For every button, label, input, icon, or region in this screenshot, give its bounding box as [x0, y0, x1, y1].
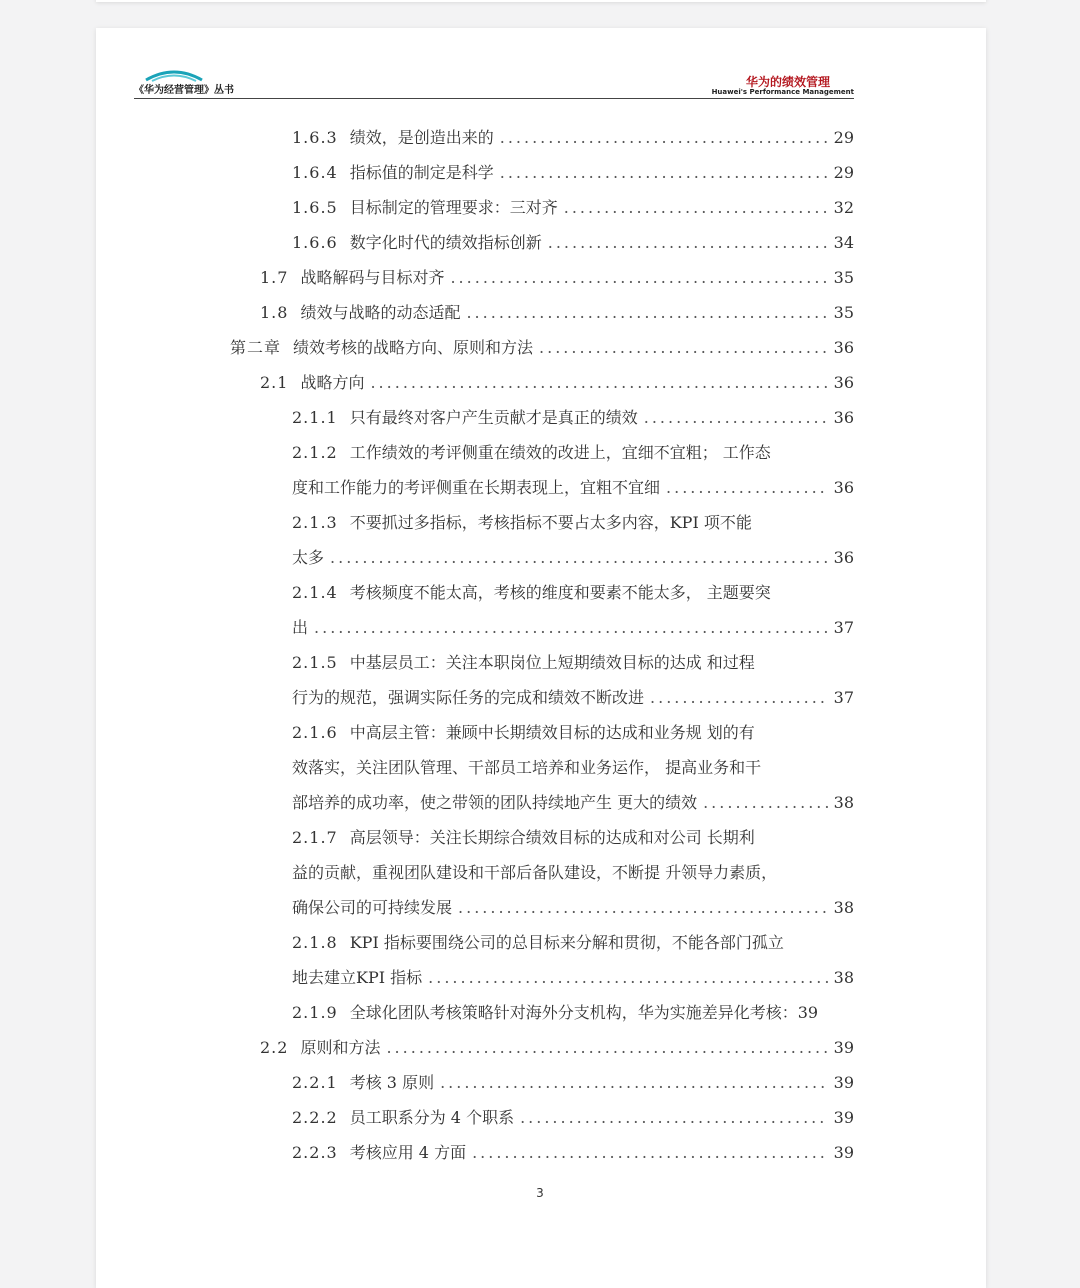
- toc-entry[interactable]: 2.1.8 KPI 指标要围绕公司的总目标来分解和贯彻，不能各部门孤立: [292, 933, 784, 952]
- toc-entry-continuation[interactable]: 地去建立KPI 指标 ..... 38: [292, 966, 854, 990]
- dot-leader: [564, 196, 828, 220]
- toc-entry[interactable]: 1.6.6 数字化时代的绩效指标创新 ..... 34: [292, 231, 854, 255]
- dot-leader: [500, 126, 828, 150]
- toc-entry[interactable]: 2.1.3 不要抓过多指标，考核指标不要占太多内容，KPI 项不能: [292, 513, 752, 532]
- toc-entry[interactable]: 2.1.5 中基层员工：关注本职岗位上短期绩效目标的达成 和过程: [292, 653, 755, 672]
- dot-leader: [500, 161, 828, 185]
- dot-leader: [314, 616, 828, 640]
- toc-entry[interactable]: 2.1.4 考核频度不能太高，考核的维度和要素不能太多， 主题要突: [292, 583, 771, 602]
- dot-leader: [520, 1106, 828, 1130]
- dot-leader: [386, 1036, 827, 1060]
- toc-entry[interactable]: 1.6.5 目标制定的管理要求：三对齐 ..... 32: [292, 196, 854, 220]
- dot-leader: [466, 301, 827, 325]
- toc-entry-continuation[interactable]: 效落实，关注团队管理、干部员工培养和业务运作， 提高业务和干: [292, 758, 762, 777]
- toc-entry-continuation[interactable]: 出 ..... 37: [292, 616, 854, 640]
- toc-entry[interactable]: 2.1.2 工作绩效的考评侧重在绩效的改进上，宜细不宜粗； 工作态: [292, 443, 771, 462]
- toc-entry[interactable]: 2.2.2 员工职系分为 4 个职系 ..... 39: [292, 1106, 854, 1130]
- dot-leader: [666, 476, 828, 500]
- toc-chapter-entry[interactable]: 第二章 绩效考核的战略方向、原则和方法 ..... 36: [230, 336, 854, 360]
- dot-leader: [330, 546, 828, 570]
- toc-entry[interactable]: 2.1.1 只有最终对客户产生贡献才是真正的绩效 ..... 36: [292, 406, 854, 430]
- page-header: [134, 66, 854, 99]
- toc-entry[interactable]: 2.1.6 中高层主管：兼顾中长期绩效目标的达成和业务规 划的有: [292, 723, 755, 742]
- dot-leader: [450, 266, 827, 290]
- toc-entry-continuation[interactable]: 部培养的成功率，使之带领的团队持续地产生 更大的绩效 ..... 38: [292, 791, 854, 815]
- toc-entry-continuation[interactable]: 太多 ..... 36: [292, 546, 854, 570]
- toc-entry[interactable]: 1.6.4 指标值的制定是科学 ..... 29: [292, 161, 854, 185]
- wave-logo-icon: [142, 66, 206, 82]
- toc-entry[interactable]: 2.1 战略方向 ..... 36: [260, 371, 854, 395]
- dot-leader: [650, 686, 828, 710]
- book-brand-subtitle: Huawei's Performance Management: [711, 88, 854, 96]
- toc-entry[interactable]: 1.8 绩效与战略的动态适配 ..... 35: [260, 301, 854, 325]
- toc-entry-continuation[interactable]: 确保公司的可持续发展 ..... 38: [292, 896, 854, 920]
- dot-leader: [370, 371, 827, 395]
- previous-page-edge: [96, 0, 986, 2]
- dot-leader: [428, 966, 828, 990]
- toc-entry-continuation[interactable]: 度和工作能力的考评侧重在长期表现上，宜粗不宜细 ..... 36: [292, 476, 854, 500]
- dot-leader: [644, 406, 828, 430]
- toc-entry[interactable]: 1.7 战略解码与目标对齐 ..... 35: [260, 266, 854, 290]
- page-number: 3: [536, 1186, 544, 1200]
- toc-entry[interactable]: 1.6.3 绩效，是创造出来的 ..... 29: [292, 126, 854, 150]
- toc-entry-continuation[interactable]: 行为的规范，强调实际任务的完成和绩效不断改进 ..... 37: [292, 686, 854, 710]
- book-brand-title: 华为的绩效管理: [745, 75, 830, 89]
- dot-leader: [440, 1071, 828, 1095]
- toc-entry[interactable]: 2.1.7 高层领导：关注长期综合绩效目标的达成和对公司 长期利: [292, 828, 755, 847]
- toc-entry-continuation[interactable]: 益的贡献，重视团队建设和干部后备队建设，不断提 升领导力素质，: [292, 863, 778, 882]
- toc-entry[interactable]: 2.2 原则和方法 ..... 39: [260, 1036, 854, 1060]
- dot-leader: [548, 231, 828, 255]
- dot-leader: [472, 1141, 828, 1165]
- series-title: 《华为经营管理》丛书: [134, 85, 234, 96]
- dot-leader: [458, 896, 828, 920]
- dot-leader: [703, 791, 828, 815]
- toc-entry[interactable]: 2.2.3 考核应用 4 方面 ..... 39: [292, 1141, 854, 1165]
- toc-entry[interactable]: 2.2.1 考核 3 原则 ..... 39: [292, 1071, 854, 1095]
- toc-entry[interactable]: 2.1.9 全球化团队考核策略针对海外分支机构，华为实施差异化考核：39: [292, 1003, 819, 1022]
- dot-leader: [539, 336, 828, 360]
